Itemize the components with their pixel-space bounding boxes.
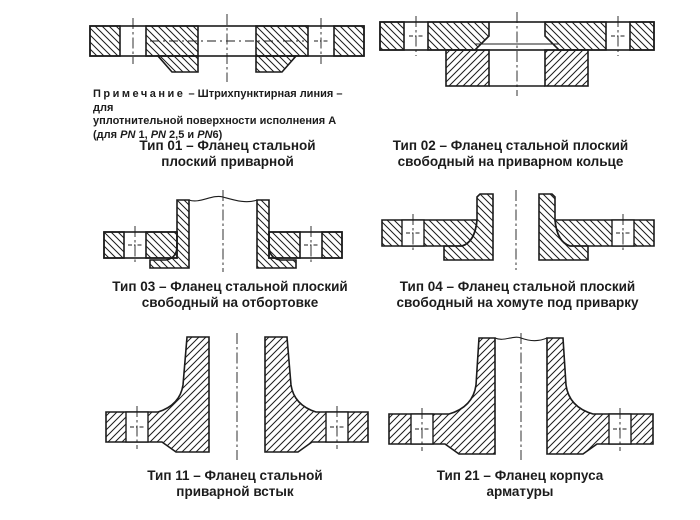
type-02-drawing	[378, 10, 656, 98]
note-line-3: (для PN 1, PN 2,5 и PN6)	[93, 128, 223, 141]
type-21-caption: Тип 21 – Фланец корпуса арматуры	[436, 468, 604, 499]
note-line-2: уплотнительной поверхности исполнения А	[93, 115, 337, 127]
note-line-1: Примечание – Штрихпунктирная линия – для	[93, 88, 343, 114]
type-11-drawing	[98, 333, 376, 461]
type-11-caption: Тип 11 – Фланец стальной приварной встык	[147, 468, 323, 499]
type-01-drawing	[88, 12, 366, 84]
note-label: Примечание	[93, 88, 186, 100]
type-02-caption: Тип 02 – Фланец стальной плоский свободный на приварном кольце	[392, 138, 629, 169]
type-03-drawing	[90, 190, 368, 272]
type-01-caption: Тип 01 – Фланец стальной плоский приварной	[139, 138, 316, 169]
type-03-caption: Тип 03 – Фланец стальной плоский свободный на отбортовке	[112, 279, 348, 310]
type-04-caption: Тип 04 – Фланец стальной плоский свободный на хомуте под приварку	[396, 279, 639, 310]
type-21-drawing	[383, 333, 663, 461]
note	[93, 88, 361, 142]
type-04-drawing	[378, 190, 658, 270]
